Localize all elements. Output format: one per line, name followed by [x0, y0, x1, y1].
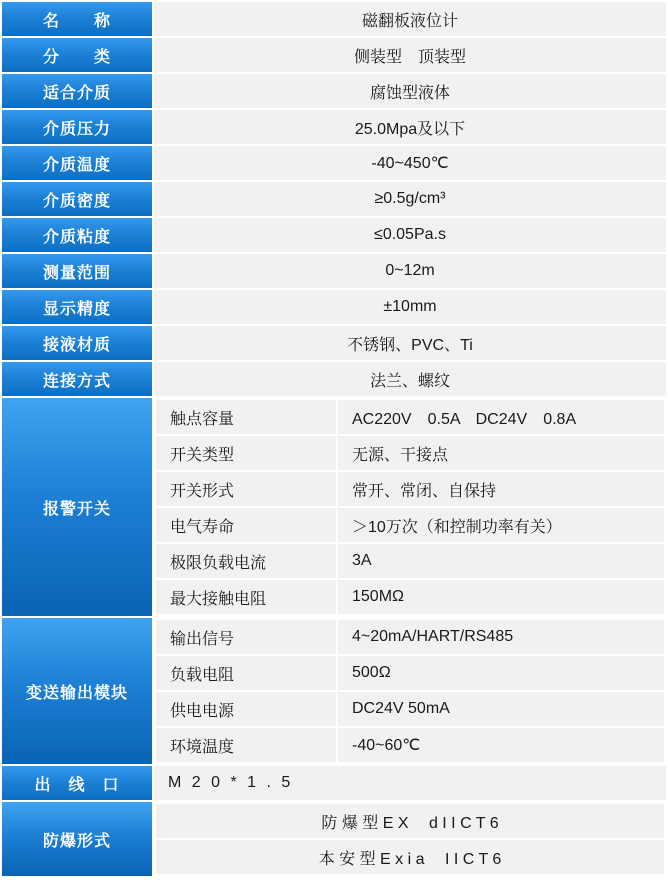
alarm-key-contact-capacity: 触点容量 — [156, 400, 336, 434]
table-row — [2, 290, 666, 324]
explosion-proof-subtable-container — [154, 802, 666, 876]
table-row — [2, 146, 666, 180]
list-item — [156, 400, 664, 434]
row-value-pressure: 25.0Mpa及以下 — [154, 110, 666, 144]
alarm-value-max-contact-resistance: 150MΩ — [338, 580, 664, 614]
table-row — [2, 362, 666, 396]
table-row-group-transmitter-module — [2, 618, 666, 764]
row-label-alarm-switch: 报警开关 — [2, 398, 152, 616]
transmitter-value-load-resistance: 500Ω — [338, 656, 664, 690]
table-row — [2, 326, 666, 360]
row-value-density: ≥0.5g/cm³ — [154, 182, 666, 216]
row-value-range: 0~12m — [154, 254, 666, 288]
row-value-outlet: M 2 0 * 1 . 5 — [154, 766, 666, 800]
explosion-proof-value-exia-iict6: 本 安 型 E x i a I I C T 6 — [156, 840, 664, 874]
row-label-outlet: 出 线 口 — [2, 766, 152, 800]
alarm-switch-subtable-container — [154, 398, 666, 616]
alarm-value-switch-form: 常开、常闭、自保持 — [338, 472, 664, 506]
row-value-connection: 法兰、螺纹 — [154, 362, 666, 396]
transmitter-key-power-supply: 供电电源 — [156, 692, 336, 726]
row-value-viscosity: ≤0.05Pa.s — [154, 218, 666, 252]
table-row — [2, 766, 666, 800]
table-row — [2, 254, 666, 288]
list-item — [156, 728, 664, 762]
row-label-viscosity: 介质粘度 — [2, 218, 152, 252]
table-row-group-alarm-switch — [2, 398, 666, 616]
table-row — [2, 38, 666, 72]
alarm-key-limit-load-current: 极限负载电流 — [156, 544, 336, 578]
alarm-key-electrical-life: 电气寿命 — [156, 508, 336, 542]
row-label-transmitter-module: 变送输出模块 — [2, 618, 152, 764]
alarm-value-limit-load-current: 3A — [338, 544, 664, 578]
transmitter-module-subtable-container — [154, 618, 666, 764]
list-item — [156, 580, 664, 614]
explosion-proof-value-ex-diict6: 防 爆 型 E X d I I C T 6 — [156, 804, 664, 838]
transmitter-key-load-resistance: 负载电阻 — [156, 656, 336, 690]
row-label-explosion-proof: 防爆形式 — [2, 802, 152, 876]
list-item — [156, 804, 664, 838]
row-value-name: 磁翻板液位计 — [154, 2, 666, 36]
alarm-key-max-contact-resistance: 最大接触电阻 — [156, 580, 336, 614]
list-item — [156, 544, 664, 578]
table-row-group-explosion-proof — [2, 802, 666, 876]
transmitter-value-power-supply: DC24V 50mA — [338, 692, 664, 726]
list-item — [156, 620, 664, 654]
alarm-switch-subtable — [154, 398, 666, 616]
row-label-range: 测量范围 — [2, 254, 152, 288]
row-label-wetted-material: 接液材质 — [2, 326, 152, 360]
table-row — [2, 218, 666, 252]
row-label-connection: 连接方式 — [2, 362, 152, 396]
row-label-accuracy: 显示精度 — [2, 290, 152, 324]
list-item — [156, 656, 664, 690]
table-row — [2, 182, 666, 216]
list-item — [156, 508, 664, 542]
alarm-key-switch-type: 开关类型 — [156, 436, 336, 470]
table-row — [2, 2, 666, 36]
row-label-name: 名 称 — [2, 2, 152, 36]
row-label-category: 分 类 — [2, 38, 152, 72]
transmitter-module-subtable — [154, 618, 666, 764]
alarm-value-electrical-life: ＞10万次（和控制功率有关） — [338, 508, 664, 542]
row-value-medium: 腐蚀型液体 — [154, 74, 666, 108]
transmitter-key-output-signal: 输出信号 — [156, 620, 336, 654]
alarm-value-contact-capacity: AC220V 0.5A DC24V 0.8A — [338, 400, 664, 434]
transmitter-key-ambient-temperature: 环境温度 — [156, 728, 336, 762]
list-item — [156, 472, 664, 506]
transmitter-value-ambient-temperature: -40~60℃ — [338, 728, 664, 762]
list-item — [156, 840, 664, 874]
row-value-wetted-material: 不锈钢、PVC、Ti — [154, 326, 666, 360]
row-label-pressure: 介质压力 — [2, 110, 152, 144]
alarm-key-switch-form: 开关形式 — [156, 472, 336, 506]
row-label-temperature: 介质温度 — [2, 146, 152, 180]
transmitter-value-output-signal: 4~20mA/HART/RS485 — [338, 620, 664, 654]
row-label-density: 介质密度 — [2, 182, 152, 216]
alarm-value-switch-type: 无源、干接点 — [338, 436, 664, 470]
row-value-accuracy: ±10mm — [154, 290, 666, 324]
list-item — [156, 692, 664, 726]
row-value-temperature: -40~450℃ — [154, 146, 666, 180]
list-item — [156, 436, 664, 470]
table-row — [2, 110, 666, 144]
row-value-category: 侧装型 顶装型 — [154, 38, 666, 72]
row-label-medium: 适合介质 — [2, 74, 152, 108]
table-row — [2, 74, 666, 108]
explosion-proof-subtable — [154, 802, 666, 876]
